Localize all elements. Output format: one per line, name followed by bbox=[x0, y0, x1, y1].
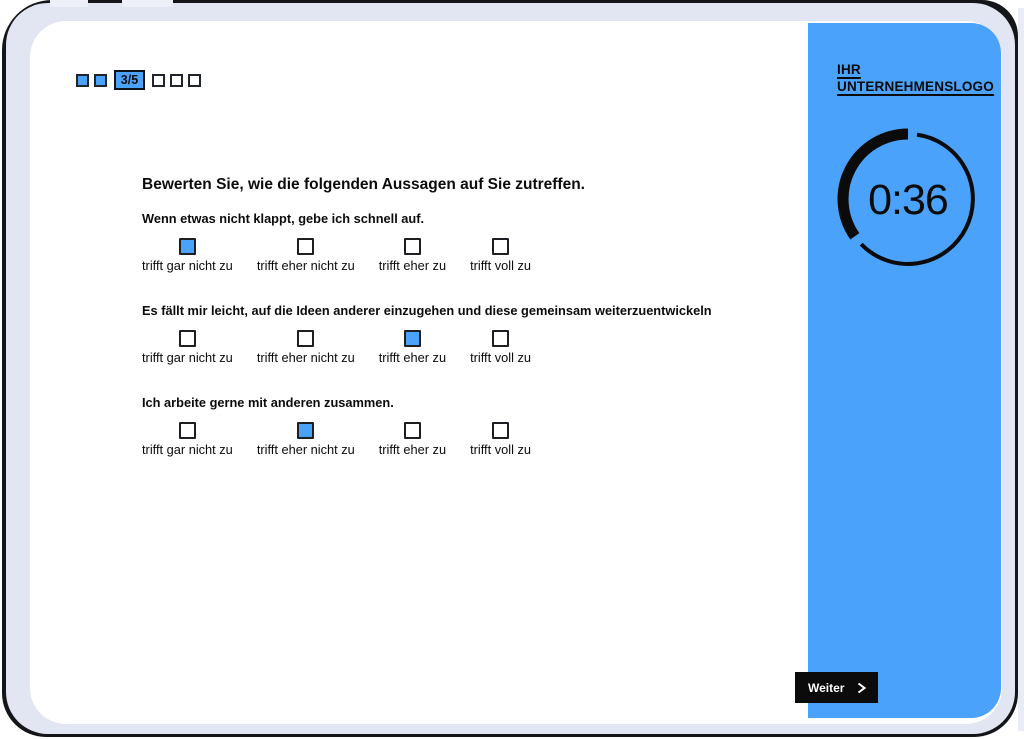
checkbox-statement3-option1[interactable] bbox=[179, 422, 196, 439]
likert-option bbox=[470, 238, 531, 273]
likert-option-label: trifft voll zu bbox=[470, 442, 532, 457]
progress-step-upcoming bbox=[170, 74, 183, 87]
likert-option-label: trifft eher nicht zu bbox=[256, 258, 355, 273]
checkbox-statement3-option2[interactable] bbox=[297, 422, 314, 439]
likert-row bbox=[142, 330, 822, 365]
statement-group bbox=[142, 395, 822, 457]
progress-step-current: 3/5 bbox=[114, 70, 145, 90]
likert-option-label: trifft gar nicht zu bbox=[142, 442, 233, 457]
logo-line-1: IHR bbox=[837, 62, 861, 77]
likert-option bbox=[470, 422, 531, 457]
checkbox-statement1-option1[interactable] bbox=[179, 238, 196, 255]
likert-option-label: trifft voll zu bbox=[470, 258, 532, 273]
likert-option bbox=[379, 238, 446, 273]
timer-ring-icon bbox=[835, 126, 981, 272]
likert-option-label: trifft gar nicht zu bbox=[142, 350, 233, 365]
weiter-button-label: Weiter bbox=[808, 680, 845, 695]
progress-step-completed bbox=[94, 74, 107, 87]
likert-option-label: trifft eher zu bbox=[378, 350, 447, 365]
statement-group bbox=[142, 303, 822, 365]
likert-option bbox=[470, 330, 531, 365]
checkbox-statement3-option3[interactable] bbox=[404, 422, 421, 439]
likert-option-label: trifft voll zu bbox=[470, 350, 532, 365]
likert-option bbox=[257, 422, 355, 457]
checkbox-statement2-option1[interactable] bbox=[179, 330, 196, 347]
checkbox-statement1-option3[interactable] bbox=[404, 238, 421, 255]
checkbox-statement1-option4[interactable] bbox=[492, 238, 509, 255]
weiter-button[interactable] bbox=[795, 672, 878, 703]
likert-option-label: trifft eher nicht zu bbox=[256, 350, 355, 365]
company-logo-placeholder bbox=[837, 61, 994, 95]
progress-step-completed bbox=[76, 74, 89, 87]
likert-row bbox=[142, 238, 822, 273]
statement-text: Es fällt mir leicht, auf die Ideen anderer einzugehen und diese gemeinsam weiterzuentwickeln bbox=[142, 303, 712, 318]
likert-option-label: trifft eher zu bbox=[378, 258, 447, 273]
checkbox-statement1-option2[interactable] bbox=[297, 238, 314, 255]
statement-text: Ich arbeite gerne mit anderen zusammen. bbox=[142, 395, 394, 410]
question-area bbox=[142, 176, 822, 487]
frame-top-tab bbox=[50, 0, 88, 7]
likert-option bbox=[257, 238, 355, 273]
sidebar bbox=[808, 23, 1001, 718]
checkbox-statement2-option2[interactable] bbox=[297, 330, 314, 347]
likert-option bbox=[257, 330, 355, 365]
likert-option-label: trifft eher nicht zu bbox=[256, 442, 355, 457]
timer-value: 0:36 bbox=[868, 176, 948, 224]
likert-option bbox=[379, 330, 446, 365]
page-title: Bewerten Sie, wie die folgenden Aussagen auf Sie zutreffen. bbox=[142, 176, 585, 193]
logo-line-2: UNTERNEHMENSLOGO bbox=[837, 79, 994, 94]
progress-indicator bbox=[76, 69, 201, 91]
checkbox-statement2-option4[interactable] bbox=[492, 330, 509, 347]
likert-option bbox=[142, 238, 233, 273]
checkbox-statement3-option4[interactable] bbox=[492, 422, 509, 439]
likert-option bbox=[379, 422, 446, 457]
progress-step-upcoming bbox=[152, 74, 165, 87]
countdown-timer bbox=[835, 126, 981, 272]
checkbox-statement2-option3[interactable] bbox=[404, 330, 421, 347]
statement-group bbox=[142, 211, 822, 273]
likert-option-label: trifft gar nicht zu bbox=[142, 258, 233, 273]
frame-top-tab bbox=[122, 0, 173, 7]
backdrop-right-strip bbox=[1018, 8, 1024, 731]
likert-option bbox=[142, 422, 233, 457]
chevron-right-icon bbox=[856, 682, 867, 694]
likert-row bbox=[142, 422, 822, 457]
progress-step-upcoming bbox=[188, 74, 201, 87]
statement-text: Wenn etwas nicht klappt, gebe ich schnell auf. bbox=[142, 211, 425, 226]
likert-option-label: trifft eher zu bbox=[378, 442, 447, 457]
likert-option bbox=[142, 330, 233, 365]
